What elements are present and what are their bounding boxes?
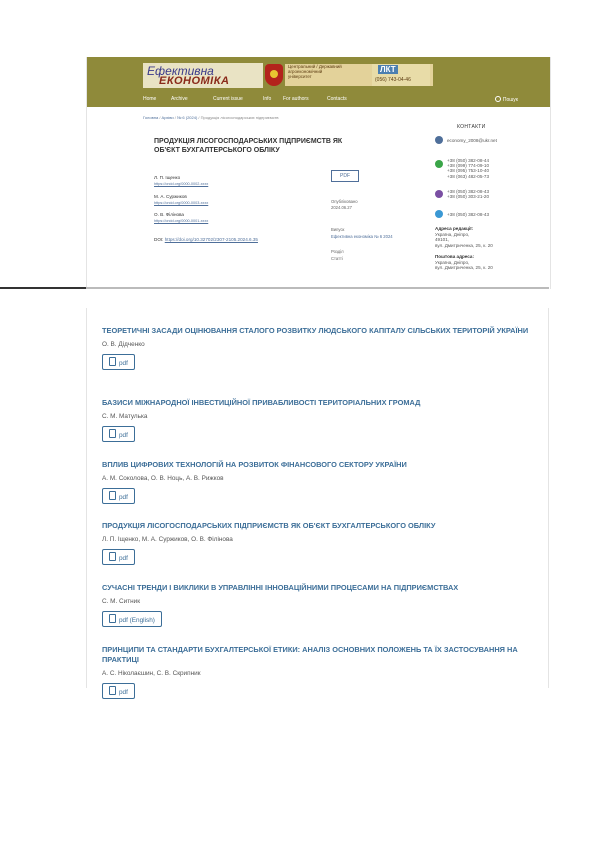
nav-info[interactable]: Info [263,96,272,102]
phones-group-1 [447,158,489,179]
author-orcid[interactable]: https://orcid.org/0000-0003-xxxx [154,201,209,205]
address-line: Україна, Дніпро, [435,231,470,237]
postal-address [435,254,493,271]
article-pdf-button[interactable]: PDF [331,170,359,182]
banner-right [372,64,430,86]
list-item [102,460,532,504]
file-icon [109,429,116,438]
phone-number[interactable]: +38 (063) 482-05-73 [447,173,490,179]
contacts-heading: КОНТАКТИ [457,124,486,130]
pdf-label: pdf (English) [119,617,155,624]
doi-label: DOI: [154,237,164,242]
main-nav [87,92,550,107]
list-item [102,645,532,699]
author-orcid[interactable]: https://orcid.org/0000-0001-xxxx [154,219,209,223]
list-item [102,521,532,565]
crumb-current: Продукція лісогосподарських підприємств [200,115,279,120]
section-label: Розділ [331,249,344,254]
banner-info-line: університет [288,74,312,79]
item-authors: О. В. Дідченко [102,341,145,348]
author-orcid[interactable]: https://orcid.org/0000-0002-xxxx [154,182,209,186]
nav-archive[interactable]: Archive [171,96,188,102]
item-authors: Л. П. Іщенко, М. А. Суржиков, О. В. Філінова [102,536,233,543]
nav-authors[interactable]: For authors [283,96,309,102]
search-link[interactable] [495,96,518,103]
editorial-address [435,226,493,248]
nav-home[interactable]: Home [143,96,157,102]
doi-row [154,237,258,242]
phone-number[interactable]: +38 (095) 753-10-40 [447,168,490,174]
issue-label: Випуск [331,227,345,232]
phone-number[interactable]: +38 (050) 303-21-20 [447,194,490,200]
phone-number[interactable]: +38 (050) 382-08-44 [447,158,490,163]
banner-phone: (056) 743-04-46 [375,77,411,83]
pdf-label: pdf [119,432,128,439]
pdf-label: pdf [119,494,128,501]
item-title[interactable]: БАЗИСИ МІЖНАРОДНОЇ ІНВЕСТИЦІЙНОЇ ПРИВАБЛИВОСТІ ТЕРИТОРІАЛЬНИХ ГРОМАД [102,398,421,407]
address-line: вул. Дмитриченка, 25, к. 20 [435,242,493,248]
logo-line2: ЕКОНОМІКА [159,75,230,87]
phone-number[interactable]: +38 (099) 774-09-10 [447,163,490,169]
banner-info-line: Центральний / Державний [288,64,342,69]
section-value: Статті [331,256,343,261]
crumb-issue[interactable]: № 6 (2024) [177,115,198,120]
search-label: Пошук [502,97,518,103]
nav-current[interactable]: Current issue [213,96,243,102]
file-icon [109,552,116,561]
file-icon [109,686,116,695]
file-icon [109,491,116,500]
telegram-icon [435,210,443,218]
pdf-label: pdf [119,360,128,367]
article-title: ПРОДУКЦІЯ ЛІСОГОСПОДАРСЬКИХ ПІДПРИЄМСТВ ЯК ОБ'ЄКТ БУХГАЛТЕРСЬКОГО ОБЛІКУ [154,138,343,154]
doi-link[interactable]: https://doi.org/10.32702/2307-2105.2024.6.35 [164,237,258,242]
list-item [102,583,532,627]
nav-contacts[interactable]: Contacts [327,96,347,102]
email-icon [435,136,443,144]
journal-logo[interactable] [143,63,263,88]
banner-info-line: агроекономічний [288,69,323,74]
pdf-label: pdf [119,689,128,696]
list-edge-right [548,308,549,688]
published-label: Опубліковано [331,199,358,204]
postal-line: Україна, Дніпро, [435,259,470,265]
article-page-screenshot [86,57,551,289]
published-date: 2024.06.27 [331,205,352,210]
item-title[interactable]: ПРОДУКЦІЯ ЛІСОГОСПОДАРСЬКИХ ПІДПРИЄМСТВ ЯК ОБ'ЄКТ БУХГАЛТЕРСЬКОГО ОБЛІКУ [102,521,436,530]
address-line: 49101, [435,237,450,243]
issue-link[interactable]: Ефективна економіка № 6 2024 [331,234,393,239]
contact-email[interactable]: economy_2008@ukr.net [447,138,497,143]
pdf-button[interactable] [102,426,135,442]
item-title[interactable]: ТЕОРЕТИЧНІ ЗАСАДИ ОЦІНЮВАННЯ СТАЛОГО РОЗВИТКУ ЛЮДСЬКОГО КАПІТАЛУ СІЛЬСЬКИХ ТЕРИТОРІЙ УКРАЇНИ [102,326,529,335]
viber-icon [435,190,443,198]
logo-line1: Ефективна [147,64,214,78]
contacts-sidebar [431,124,550,289]
site-banner [87,57,550,92]
pdf-button[interactable] [102,549,135,565]
author-name: Л. П. Іщенко [154,175,181,180]
postal-line: вул. Дмитриченка, 25, к. 20 [435,265,493,271]
pdf-button[interactable] [102,488,135,504]
file-icon [109,357,116,366]
phones-group-2 [447,189,489,199]
breadcrumb: Головна / Архіви / № 6 (2024) / Продукція лісогосподарських підприємств [143,115,279,120]
lkt-logo: ЛКТ [380,65,396,74]
postal-label: Поштова адреса: [435,254,474,259]
article-list-screenshot [86,308,549,696]
author-name: М. А. Суржиков [154,194,187,199]
pdf-button[interactable] [102,354,135,370]
crumb-archive[interactable]: Архіви [161,115,174,120]
pdf-button[interactable] [102,683,135,699]
phone-icon [435,160,443,168]
file-icon [109,614,116,623]
phones-group-3 [447,212,489,217]
search-icon [495,96,501,102]
pdf-button[interactable] [102,611,162,627]
section-divider [0,287,549,289]
item-title[interactable]: ВПЛИВ ЦИФРОВИХ ТЕХНОЛОГІЙ НА РОЗВИТОК ФІНАНСОВОГО СЕКТОРУ УКРАЇНИ [102,460,407,469]
address-label: Адреса редакції: [435,226,474,231]
author-name: О. В. Філінова [154,212,184,217]
pdf-label: pdf [119,555,128,562]
list-item [102,326,532,370]
list-item [102,398,532,442]
phone-number[interactable]: +38 (050) 382-08-43 [447,189,490,194]
university-crest-icon [265,64,283,86]
item-authors: А. С. Ніколаєшин, С. В. Скрипник [102,670,201,677]
crumb-home[interactable]: Головна [143,115,159,120]
item-authors: С. М. Матулька [102,413,148,420]
item-title[interactable]: СУЧАСНІ ТРЕНДИ І ВИКЛИКИ В УПРАВЛІННІ ІННОВАЦІЙНИМИ ПРОЦЕСАМИ НА ПІДПРИЄМСТВАХ [102,583,459,592]
list-edge-left [86,308,87,688]
item-authors: С. М. Ситник [102,598,141,605]
item-title[interactable]: ПРИНЦИПИ ТА СТАНДАРТИ БУХГАЛТЕРСЬКОЇ ЕТИКИ: АНАЛІЗ ОСНОВНИХ ПОЛОЖЕНЬ ТА ЇХ ЗАСТОСУВАННЯ НА ПРАКТИЦІ [102,645,518,664]
item-authors: А. М. Соколова, О. В. Ноць, А. В. Рижков [102,475,224,482]
phone-number[interactable]: +38 (050) 382-08-43 [447,212,490,217]
